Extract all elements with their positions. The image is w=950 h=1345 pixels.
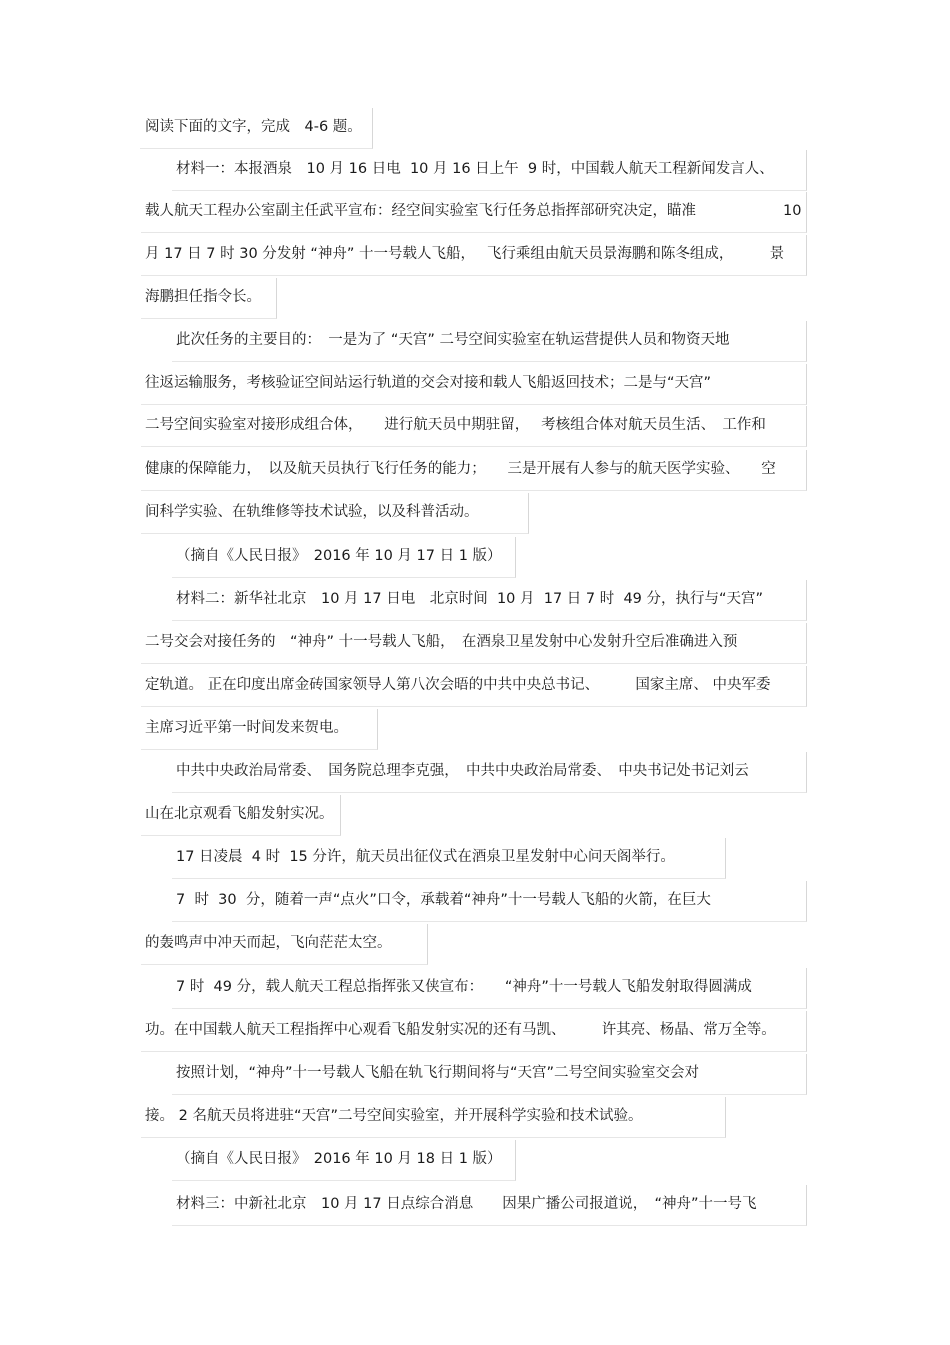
text-line: 间科学实验、在轨维修等技术试验，以及科普活动。 (145, 504, 479, 520)
text-line: 中共中央政治局常委、 国务院总理李克强， 中共中央政治局常委、 中央书记处书记刘云 (176, 763, 749, 779)
text-line: 载人航天工程办公室副主任武平宣布：经空间实验室飞行任务总指挥部研究决定，瞄准 10 (145, 203, 802, 219)
text-line: 健康的保障能力， 以及航天员执行飞行任务的能力； 三是开展有人参与的航天医学实验、 空 (145, 461, 776, 477)
text-line: 二号交会对接任务的 “神舟” 十一号载人飞船， 在酒泉卫星发射中心发射升空后准确进入预 (145, 634, 738, 650)
text-line: 按照计划，“神舟”十一号载人飞船在轨飞行期间将与“天宫”二号空间实验室交会对 (176, 1065, 700, 1081)
text-line: 主席习近平第一时间发来贺电。 (145, 720, 348, 736)
text-line: 的轰鸣声中冲天而起，飞向茫茫太空。 (145, 935, 392, 951)
text-line: 定轨道。 正在印度出席金砖国家领导人第八次会晤的中共中央总书记、 国家主席、 中央军委 (145, 677, 771, 693)
text-line: 功。在中国载人航天工程指挥中心观看飞船发射实况的还有马凯、 许其亮、杨晶、常万全等。 (145, 1022, 776, 1038)
text-line: 月 17 日 7 时 30 分发射 “神舟” 十一号载人飞船， 飞行乘组由航天员景海鹏和陈冬组成， 景 (145, 246, 785, 262)
text-line: 7 时 49 分，载人航天工程总指挥张又侠宣布： “神舟”十一号载人飞船发射取得圆满成 (176, 979, 752, 995)
text-line: 往返运输服务，考核验证空间站运行轨道的交会对接和载人飞船返回技术；二是与“天宫” (145, 375, 712, 391)
text-line: 山在北京观看飞船发射实况。 (145, 806, 334, 822)
text-line: 材料二：新华社北京 10 月 17 日电 北京时间 10 月 17 日 7 时 49 分，执行与“天宫” (176, 591, 764, 607)
intro-line: 阅读下面的文字，完成 4-6 题。 (145, 119, 362, 135)
text-line: （摘自《人民日报》 2016 年 10 月 17 日 1 版） (176, 548, 502, 564)
text-line: 接。 2 名航天员将进驻“天宫”二号空间实验室，并开展科学实验和技术试验。 (145, 1108, 643, 1124)
text-line: 海鹏担任指令长。 (145, 289, 261, 305)
text-line: （摘自《人民日报》 2016 年 10 月 18 日 1 版） (176, 1151, 502, 1167)
text-line: 7 时 30 分，随着一声“点火”口令，承载着“神舟”十一号载人飞船的火箭，在巨大 (176, 892, 711, 908)
text-line: 材料一：本报酒泉 10 月 16 日电 10 月 16 日上午 9 时，中国载人航天工程新闻发言人、 (176, 161, 774, 177)
text-line: 17 日凌晨 4 时 15 分许，航天员出征仪式在酒泉卫星发射中心问天阁举行。 (176, 849, 675, 865)
text-line: 此次任务的主要目的： 一是为了 “天宫” 二号空间实验室在轨运营提供人员和物资天地 (176, 332, 730, 348)
text-line: 材料三：中新社北京 10 月 17 日点综合消息 因果广播公司报道说， “神舟”十一号飞 (176, 1196, 757, 1212)
text-line: 二号空间实验室对接形成组合体， 进行航天员中期驻留， 考核组合体对航天员生活、 工作和 (145, 417, 766, 433)
